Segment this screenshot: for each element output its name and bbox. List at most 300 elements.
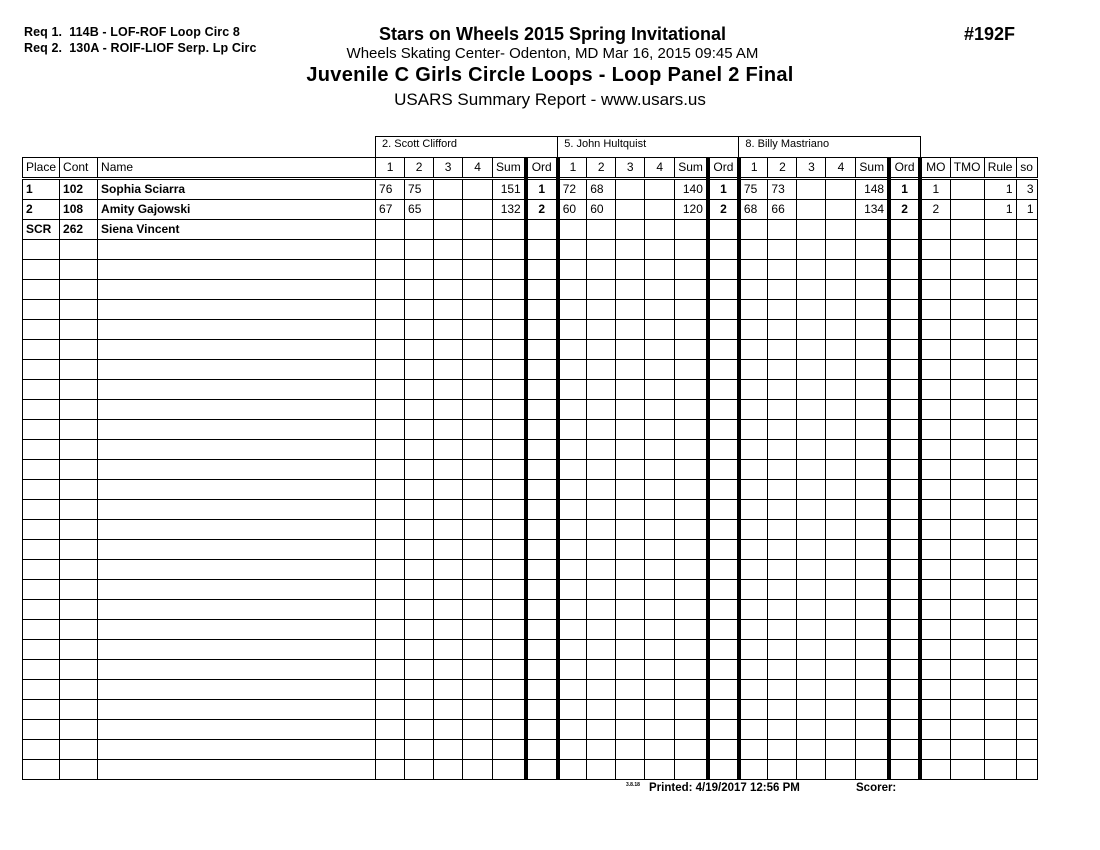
tmo-cell <box>950 340 984 360</box>
cont-cell <box>60 500 98 520</box>
judge-3-ordinal <box>889 740 920 760</box>
judge-1-score-4 <box>463 300 493 320</box>
judge-1-sum <box>493 300 526 320</box>
judge-1-score-3 <box>434 760 463 780</box>
judge-1-score-2 <box>405 560 434 580</box>
judge-1-score-4 <box>463 179 493 200</box>
judge-3-score-1 <box>739 700 768 720</box>
judge-3-score-2 <box>768 520 797 540</box>
judge-2-score-4 <box>645 220 675 240</box>
judge-3-sum <box>856 280 889 300</box>
tmo-cell <box>950 200 984 220</box>
judge-3-ordinal <box>889 260 920 280</box>
judge-3-ordinal <box>889 420 920 440</box>
judge-3-ordinal <box>889 480 920 500</box>
cont-cell <box>60 680 98 700</box>
col-j2-3: 3 <box>616 158 645 179</box>
tmo-cell <box>950 640 984 660</box>
judge-2-score-2 <box>587 260 616 280</box>
judge-1-score-1 <box>376 300 405 320</box>
judge-3-sum <box>856 320 889 340</box>
judge-2-sum <box>675 260 708 280</box>
judge-3-score-2 <box>768 500 797 520</box>
judge-1-score-3 <box>434 520 463 540</box>
judge-1-score-4 <box>463 240 493 260</box>
judge-2-sum <box>675 300 708 320</box>
judge-2-score-3 <box>616 580 645 600</box>
judge-2-sum <box>675 440 708 460</box>
judge-1-sum <box>493 640 526 660</box>
judge-3-score-4 <box>826 460 856 480</box>
name-cell <box>98 340 376 360</box>
judge-1-ordinal <box>526 440 558 460</box>
judge-3-score-4 <box>826 220 856 240</box>
judge-2-ordinal <box>708 520 739 540</box>
place-cell <box>23 540 60 560</box>
judge-1-ordinal <box>526 380 558 400</box>
judge-3-score-1 <box>739 440 768 460</box>
judge-3-ordinal <box>889 300 920 320</box>
judge-2-score-3 <box>616 340 645 360</box>
name-cell <box>98 600 376 620</box>
judge-2-score-3 <box>616 500 645 520</box>
tmo-cell <box>950 320 984 340</box>
judge-3-sum: 148 <box>856 179 889 200</box>
judge-3-score-3 <box>797 740 826 760</box>
col-j3-1: 1 <box>739 158 768 179</box>
judge-1-score-1 <box>376 740 405 760</box>
judge-2-score-2 <box>587 300 616 320</box>
judge-1-score-1 <box>376 280 405 300</box>
printed-timestamp: Printed: 4/19/2017 12:56 PM <box>649 782 800 794</box>
judge-2-ordinal <box>708 380 739 400</box>
judge-2-sum: 140 <box>675 179 708 200</box>
table-row <box>23 240 1038 260</box>
cont-cell <box>60 520 98 540</box>
judge-1-score-3 <box>434 420 463 440</box>
judge-2-ordinal <box>708 320 739 340</box>
judge-3-score-4 <box>826 760 856 780</box>
col-j1-ord: Ord <box>526 158 558 179</box>
judge-3-sum <box>856 400 889 420</box>
judge-2-score-1 <box>558 240 587 260</box>
mo-cell <box>920 280 950 300</box>
judge-3-score-3 <box>797 260 826 280</box>
judge-2-sum <box>675 640 708 660</box>
judge-2-score-4 <box>645 740 675 760</box>
judge-3-sum <box>856 680 889 700</box>
judge-1-score-1 <box>376 620 405 640</box>
cont-cell <box>60 420 98 440</box>
judge-1-score-2 <box>405 300 434 320</box>
judge-1-score-3 <box>434 500 463 520</box>
judge-1-score-2 <box>405 720 434 740</box>
judge-1-score-4 <box>463 220 493 240</box>
judge-3-sum <box>856 600 889 620</box>
judge-3-sum <box>856 240 889 260</box>
judge-2-score-1 <box>558 560 587 580</box>
table-row <box>23 280 1038 300</box>
so-cell <box>1016 300 1037 320</box>
judge-1-score-4 <box>463 200 493 220</box>
judge-2-score-4 <box>645 680 675 700</box>
judge-1-score-1 <box>376 480 405 500</box>
tmo-cell <box>950 360 984 380</box>
name-cell <box>98 740 376 760</box>
judge-3-score-2 <box>768 460 797 480</box>
name-cell <box>98 400 376 420</box>
rule-cell <box>984 360 1016 380</box>
judge-3-score-2 <box>768 680 797 700</box>
judge-2-score-4 <box>645 260 675 280</box>
rule-cell <box>984 440 1016 460</box>
judge-1-sum <box>493 700 526 720</box>
judge-1-score-4 <box>463 340 493 360</box>
judge-3-score-4 <box>826 280 856 300</box>
judge-1-score-2 <box>405 740 434 760</box>
mo-cell <box>920 420 950 440</box>
judge-1-sum <box>493 440 526 460</box>
judge-3-score-1 <box>739 300 768 320</box>
judge-2-score-1 <box>558 320 587 340</box>
judge-1-ordinal <box>526 400 558 420</box>
judge-2-sum <box>675 220 708 240</box>
judge-2-score-3 <box>616 520 645 540</box>
tmo-cell <box>950 179 984 200</box>
table-row <box>23 440 1038 460</box>
judge-2-score-1 <box>558 400 587 420</box>
judge-2-sum <box>675 760 708 780</box>
mo-cell <box>920 400 950 420</box>
judge-3-score-4 <box>826 580 856 600</box>
tmo-cell <box>950 600 984 620</box>
judge-3-score-2 <box>768 580 797 600</box>
judge-2-score-1 <box>558 280 587 300</box>
judge-3-score-4 <box>826 660 856 680</box>
judge-2-sum <box>675 680 708 700</box>
judge-3-score-2 <box>768 300 797 320</box>
judge-1-ordinal <box>526 600 558 620</box>
scorer-label: Scorer: <box>856 782 897 794</box>
name-cell: Siena Vincent <box>98 220 376 240</box>
judge-1-score-3 <box>434 600 463 620</box>
col-j1-3: 3 <box>434 158 463 179</box>
judge-1-score-4 <box>463 660 493 680</box>
col-j2-4: 4 <box>645 158 675 179</box>
cont-cell <box>60 460 98 480</box>
judge-2-sum <box>675 480 708 500</box>
judge-1-score-1 <box>376 500 405 520</box>
judge-3-score-2 <box>768 400 797 420</box>
judge-1-ordinal <box>526 460 558 480</box>
judge-1-score-4 <box>463 500 493 520</box>
judge-1-score-1: 67 <box>376 200 405 220</box>
judge-1-sum <box>493 240 526 260</box>
judge-2-score-4 <box>645 580 675 600</box>
place-cell <box>23 520 60 540</box>
judge-3-ordinal <box>889 520 920 540</box>
judge-2-score-3 <box>616 660 645 680</box>
so-cell <box>1016 660 1037 680</box>
judge-2-ordinal <box>708 720 739 740</box>
judge-2-score-1 <box>558 700 587 720</box>
judge-3-ordinal <box>889 540 920 560</box>
judge-2-score-2 <box>587 740 616 760</box>
judge-2-score-3 <box>616 360 645 380</box>
tmo-cell <box>950 420 984 440</box>
judge-2-ordinal <box>708 360 739 380</box>
judge-1-sum <box>493 600 526 620</box>
judge-1-score-3 <box>434 340 463 360</box>
mo-cell <box>920 620 950 640</box>
so-cell <box>1016 460 1037 480</box>
judge-2-score-1 <box>558 220 587 240</box>
judge-1-sum <box>493 680 526 700</box>
tmo-cell <box>950 700 984 720</box>
judge-3-score-3 <box>797 680 826 700</box>
so-cell <box>1016 680 1037 700</box>
so-cell <box>1016 340 1037 360</box>
judge-1-ordinal <box>526 540 558 560</box>
table-row <box>23 420 1038 440</box>
judge-1-score-4 <box>463 480 493 500</box>
judge-1-sum <box>493 380 526 400</box>
judge-1-score-2 <box>405 500 434 520</box>
rule-cell <box>984 460 1016 480</box>
col-j3-2: 2 <box>768 158 797 179</box>
judge-2-score-2 <box>587 340 616 360</box>
judge-2-score-4 <box>645 320 675 340</box>
judge-3-score-4 <box>826 560 856 580</box>
judge-2-score-3 <box>616 220 645 240</box>
place-cell <box>23 600 60 620</box>
judge-3-ordinal <box>889 500 920 520</box>
judge-1-score-1: 76 <box>376 179 405 200</box>
judge-2-sum <box>675 420 708 440</box>
judge-1-score-2 <box>405 320 434 340</box>
judge-1-score-2 <box>405 540 434 560</box>
tmo-cell <box>950 460 984 480</box>
judge-1-score-3 <box>434 720 463 740</box>
rule-cell <box>984 620 1016 640</box>
judge-2-score-1 <box>558 740 587 760</box>
judge-2-score-1 <box>558 520 587 540</box>
judge-1-score-4 <box>463 460 493 480</box>
judge-2-score-4 <box>645 640 675 660</box>
judge-2-score-4 <box>645 540 675 560</box>
judge-2-score-1 <box>558 360 587 380</box>
judge-1-score-1 <box>376 340 405 360</box>
table-row <box>23 600 1038 620</box>
judge-3-score-2 <box>768 240 797 260</box>
judge-1-ordinal <box>526 500 558 520</box>
judge-2-name: 5. John Hultquist <box>558 137 739 158</box>
judge-1-score-4 <box>463 360 493 380</box>
judge-3-sum <box>856 220 889 240</box>
judge-3-score-3 <box>797 420 826 440</box>
judge-2-score-3 <box>616 740 645 760</box>
judge-3-sum <box>856 340 889 360</box>
judge-3-sum <box>856 520 889 540</box>
judge-2-score-2 <box>587 420 616 440</box>
judge-3-score-4 <box>826 740 856 760</box>
judge-1-score-2 <box>405 220 434 240</box>
mo-cell <box>920 660 950 680</box>
cont-cell <box>60 640 98 660</box>
judge-3-score-3 <box>797 520 826 540</box>
judge-1-score-3 <box>434 320 463 340</box>
place-cell: SCR <box>23 220 60 240</box>
table-row <box>23 480 1038 500</box>
judge-2-score-4 <box>645 520 675 540</box>
judge-3-ordinal: 2 <box>889 200 920 220</box>
judge-3-score-3 <box>797 700 826 720</box>
judge-1-score-4 <box>463 280 493 300</box>
judge-2-ordinal <box>708 660 739 680</box>
judge-1-sum <box>493 660 526 680</box>
col-j1-2: 2 <box>405 158 434 179</box>
col-place: Place <box>23 158 60 179</box>
judge-1-ordinal <box>526 280 558 300</box>
judge-1-score-4 <box>463 600 493 620</box>
judge-3-ordinal <box>889 700 920 720</box>
judge-3-score-4 <box>826 500 856 520</box>
judge-1-ordinal <box>526 320 558 340</box>
judge-2-score-3 <box>616 560 645 580</box>
cont-cell: 108 <box>60 200 98 220</box>
place-cell <box>23 400 60 420</box>
judge-3-score-4 <box>826 360 856 380</box>
judge-1-score-3 <box>434 660 463 680</box>
place-cell: 2 <box>23 200 60 220</box>
judge-2-score-3 <box>616 260 645 280</box>
judge-3-score-3 <box>797 240 826 260</box>
judge-1-score-2 <box>405 600 434 620</box>
judge-2-score-3 <box>616 480 645 500</box>
judge-2-ordinal <box>708 600 739 620</box>
judge-3-score-2 <box>768 320 797 340</box>
so-cell <box>1016 720 1037 740</box>
judge-3-ordinal <box>889 240 920 260</box>
judge-1-score-4 <box>463 540 493 560</box>
name-cell <box>98 420 376 440</box>
event-number: #192F <box>964 24 1016 44</box>
judge-1-ordinal <box>526 220 558 240</box>
place-cell: 1 <box>23 179 60 200</box>
judge-1-score-4 <box>463 560 493 580</box>
judge-2-score-2 <box>587 240 616 260</box>
judge-1-score-4 <box>463 440 493 460</box>
table-row <box>23 380 1038 400</box>
judge-1-ordinal <box>526 760 558 780</box>
judge-2-sum <box>675 380 708 400</box>
mo-cell <box>920 520 950 540</box>
so-cell: 1 <box>1016 200 1037 220</box>
judge-1-score-3 <box>434 620 463 640</box>
judge-2-sum <box>675 600 708 620</box>
judge-2-ordinal <box>708 400 739 420</box>
place-cell <box>23 640 60 660</box>
table-row <box>23 220 1038 240</box>
name-cell <box>98 360 376 380</box>
so-cell <box>1016 580 1037 600</box>
judge-1-sum <box>493 340 526 360</box>
judge-3-score-2 <box>768 540 797 560</box>
judge-2-score-4 <box>645 560 675 580</box>
so-cell <box>1016 520 1037 540</box>
place-cell <box>23 240 60 260</box>
judge-2-score-1: 72 <box>558 179 587 200</box>
judge-3-score-1 <box>739 600 768 620</box>
judge-3-score-4 <box>826 680 856 700</box>
judge-3-sum <box>856 720 889 740</box>
judge-2-score-2 <box>587 360 616 380</box>
judge-3-sum <box>856 440 889 460</box>
judge-3-ordinal <box>889 280 920 300</box>
col-j1-1: 1 <box>376 158 405 179</box>
judge-1-score-3 <box>434 560 463 580</box>
table-row <box>23 260 1038 280</box>
rule-cell: 1 <box>984 200 1016 220</box>
name-cell <box>98 700 376 720</box>
judge-1-ordinal <box>526 260 558 280</box>
judge-1-sum <box>493 480 526 500</box>
judge-3-score-3 <box>797 360 826 380</box>
cont-cell <box>60 480 98 500</box>
judge-1-sum <box>493 740 526 760</box>
judge-1-score-4 <box>463 380 493 400</box>
judge-2-ordinal: 1 <box>708 179 739 200</box>
judge-1-score-3 <box>434 400 463 420</box>
judge-1-ordinal <box>526 720 558 740</box>
judge-2-sum: 120 <box>675 200 708 220</box>
place-cell <box>23 760 60 780</box>
judge-2-ordinal <box>708 680 739 700</box>
judge-1-score-1 <box>376 720 405 740</box>
judge-1-score-4 <box>463 700 493 720</box>
judge-3-score-4 <box>826 300 856 320</box>
judge-2-score-1: 60 <box>558 200 587 220</box>
judge-3-score-4 <box>826 179 856 200</box>
judge-3-score-3 <box>797 220 826 240</box>
mo-cell <box>920 260 950 280</box>
rule-cell <box>984 540 1016 560</box>
judge-2-score-1 <box>558 480 587 500</box>
tmo-cell <box>950 720 984 740</box>
mo-cell <box>920 740 950 760</box>
judge-2-ordinal <box>708 280 739 300</box>
judge-1-ordinal <box>526 340 558 360</box>
judge-3-score-3 <box>797 600 826 620</box>
judge-3-score-3 <box>797 179 826 200</box>
judge-1-ordinal <box>526 700 558 720</box>
judge-3-score-3 <box>797 660 826 680</box>
rule-cell <box>984 220 1016 240</box>
so-cell <box>1016 440 1037 460</box>
judge-2-sum <box>675 240 708 260</box>
so-cell <box>1016 380 1037 400</box>
judge-3-score-3 <box>797 400 826 420</box>
cont-cell <box>60 600 98 620</box>
so-cell <box>1016 700 1037 720</box>
table-row <box>23 560 1038 580</box>
judge-1-score-1 <box>376 260 405 280</box>
judge-1-ordinal <box>526 480 558 500</box>
judge-2-sum <box>675 540 708 560</box>
table-row <box>23 179 1038 200</box>
judge-3-score-2 <box>768 360 797 380</box>
tmo-cell <box>950 760 984 780</box>
